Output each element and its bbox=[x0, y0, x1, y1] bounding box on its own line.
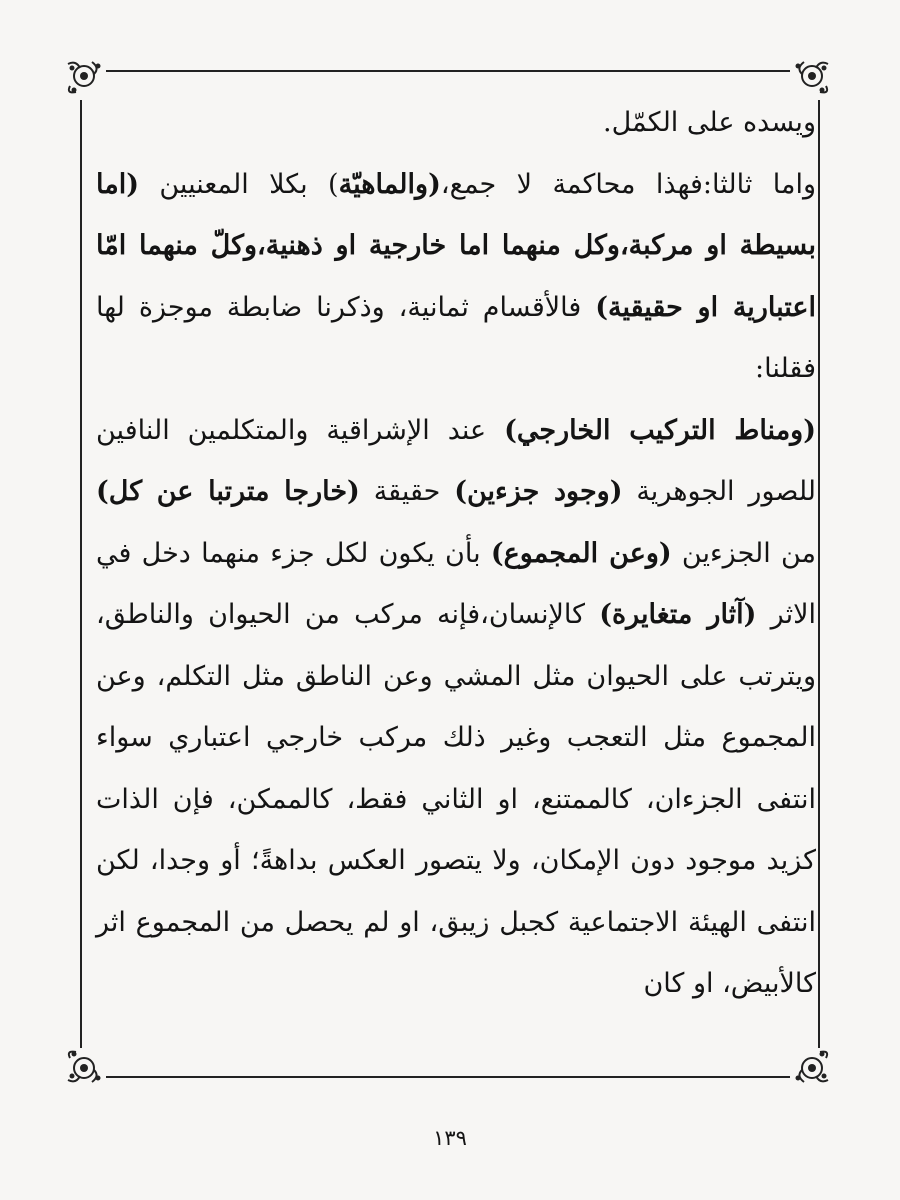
bold-text-segment: (ومناط التركيب الخارجي) bbox=[504, 414, 816, 446]
page-number: ١٣٩ bbox=[433, 1126, 467, 1150]
border-line-bottom bbox=[106, 1076, 790, 1078]
bold-text-segment: (آثار متغايرة) bbox=[599, 599, 757, 630]
text-segment: ويسده على الكمّل. bbox=[603, 107, 816, 138]
paragraph-intro-line bbox=[96, 92, 816, 154]
text-segment: فالأقسام ثمانية، وذكرنا ضابطة موجزة لها فقلنا: bbox=[96, 291, 816, 384]
border-line-left bbox=[80, 100, 82, 1048]
text-segment: بأن يكون لكل جزء منهما دخل في الاثر bbox=[96, 537, 816, 630]
text-segment: حقيقة bbox=[359, 476, 455, 507]
text-segment: عند الإشراقية والمتكلمين النافين للصور الجوهرية bbox=[96, 414, 816, 507]
bold-text-segment: (خارجا مترتبا عن كل) bbox=[96, 476, 360, 507]
bold-text-segment: (وجود جزءين) bbox=[454, 476, 623, 507]
border-line-top bbox=[106, 70, 790, 72]
ornament-corner-bottom-right bbox=[778, 1032, 834, 1088]
bold-text-segment: (اما بسيطة او مركبة،وكل منهما اما خارجية او ذهنية،وكلّ منهما امّا اعتبارية او حقيقية) bbox=[96, 168, 816, 323]
paragraph-external-composition bbox=[96, 400, 816, 1015]
text-segment: من الجزءين bbox=[671, 537, 816, 569]
text-segment: ) بكلا المعنيين bbox=[138, 168, 339, 200]
ornament-corner-bottom-left bbox=[62, 1032, 118, 1088]
bold-text-segment: (وعن المجموع) bbox=[490, 537, 672, 569]
bold-text-segment: (والماهيّة bbox=[338, 168, 441, 200]
paragraph-mahiyya bbox=[96, 154, 816, 400]
text-segment: كالإنسان،فإنه مركب من الحيوان والناطق، ويترتب على الحيوان مثل المشي وعن الناطق مثل التكلم، وعن المجموع مثل التعجب وغير ذلك مركب خارجي اعتباري سواء انتفى الجزءان، كالممتنع، او الثاني فقط، كالممكن، فإن الذات كزيد موجود دون الإمكان، ولا يتصور العكس بداهةً؛ أو وجدا، لكن انتفى الهيئة الاجتماعية كجبل زيبق، او لم يحصل من المجموع اثر كالأبيض، او كان bbox=[96, 599, 816, 999]
body-text bbox=[96, 92, 816, 1015]
text-segment: واما ثالثا:فهذا محاكمة لا جمع، bbox=[440, 168, 816, 200]
border-line-right bbox=[818, 100, 820, 1048]
